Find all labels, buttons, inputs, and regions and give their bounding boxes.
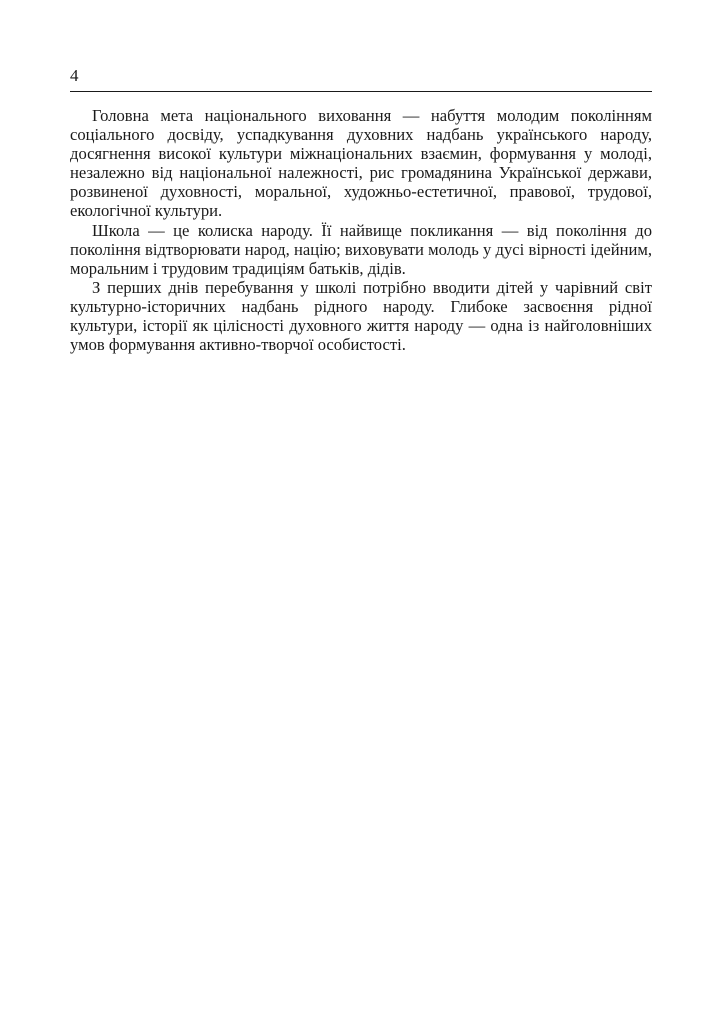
paragraph-first-days: З перших днів перебування у школі потрібно вводити дітей у чарівний світ культурно-історичних надбань рідного народу. Глибоке засвоєння рідної культури, історії як цілісності духовного життя народу — одна із найголовніших умов формування активно-творчої особистості. (70, 277, 652, 355)
body-text (70, 106, 652, 354)
page-number: 4 (70, 66, 79, 85)
paragraph-school: Школа — це колиска народу. Її найвище покликання — від покоління до покоління відтворювати народ, націю; виховувати молодь у дусі вірності ідейним, моральним і трудовим традиціям батьків, дідів. (70, 220, 652, 278)
paragraph-national-education: Головна мета національного виховання — набуття молодим поколінням соціального досвіду, успадкування духовних надбань українського народу, досягнення високої культури міжнаціональних взаємин, формування у молоді, незалежно від національної належності, рис громадянина Української держави, розвиненої духовності, моральної, художньо-естетичної, правової, трудової, екологічної культури. (70, 106, 652, 221)
header-rule (70, 91, 652, 92)
